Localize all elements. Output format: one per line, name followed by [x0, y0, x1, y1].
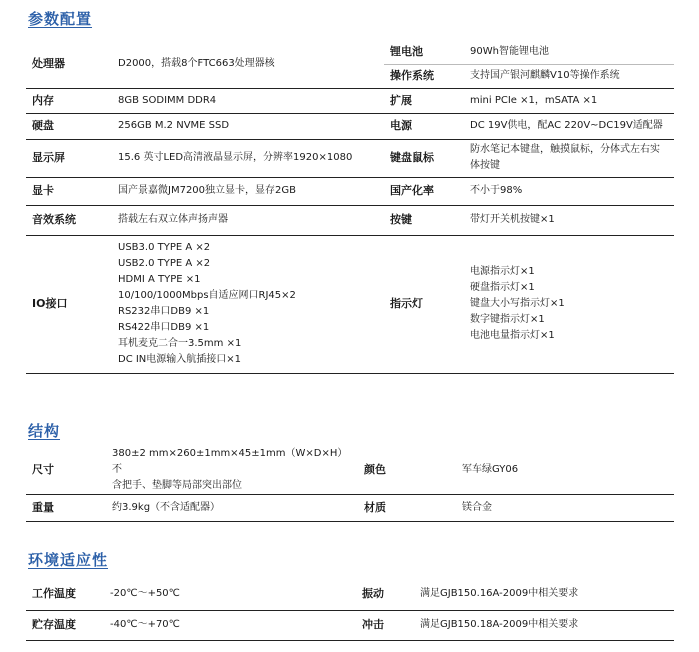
section-title-structure: 结构 — [28, 422, 61, 440]
indicator-item: 键盘大小写指示灯×1 — [470, 298, 565, 309]
os-value: 支持国产银河麒麟V10等操作系统 — [466, 64, 674, 88]
os-label: 操作系统 — [384, 64, 466, 88]
section-title-environment: 环境适应性 — [28, 551, 109, 569]
environment-table — [26, 578, 674, 641]
disk-value: 256GB M.2 NVME SSD — [114, 113, 384, 139]
io-item: HDMI A TYPE ×1 — [118, 274, 201, 285]
io-label: IO接口 — [26, 235, 114, 373]
keyboard-value — [466, 139, 674, 177]
io-item: RS422串口DB9 ×1 — [118, 322, 210, 333]
io-item: RS232串口DB9 ×1 — [118, 306, 210, 317]
io-item: DC IN电源输入航插接口×1 — [118, 354, 242, 365]
cpu-label: 处理器 — [26, 40, 114, 88]
indicator-label: 指示灯 — [384, 235, 466, 373]
gpu-value: 国产景嘉微JM7200独立显卡，显存2GB — [114, 177, 384, 205]
size-label: 尺寸 — [26, 446, 108, 495]
cpu-value: D2000，搭载8个FTC663处理器核 — [114, 40, 384, 88]
expansion-label: 扩展 — [384, 88, 466, 113]
storage-temp-value: -40℃～+70℃ — [106, 610, 356, 640]
spec-table — [26, 40, 674, 374]
keyboard-value-line-1: 防水笔记本键盘，触摸鼠标，分体式左右实 — [470, 144, 660, 155]
vibration-label: 振动 — [356, 578, 416, 610]
storage-temp-label: 贮存温度 — [26, 610, 106, 640]
size-value — [108, 446, 358, 495]
op-temp-label: 工作温度 — [26, 578, 106, 610]
shock-label: 冲击 — [356, 610, 416, 640]
indicator-item: 电源指示灯×1 — [470, 266, 535, 277]
weight-label: 重量 — [26, 495, 108, 522]
keyboard-value-line-2: 体按键 — [470, 160, 500, 171]
memory-value: 8GB SODIMM DDR4 — [114, 88, 384, 113]
disk-label: 硬盘 — [26, 113, 114, 139]
battery-value: 90Wh智能锂电池 — [466, 40, 674, 64]
gpu-label: 显卡 — [26, 177, 114, 205]
size-value-line-2: 含把手、垫脚等局部突出部位 — [112, 480, 242, 491]
memory-label: 内存 — [26, 88, 114, 113]
localization-label: 国产化率 — [384, 177, 466, 205]
keyboard-label: 键盘鼠标 — [384, 139, 466, 177]
display-value: 15.6 英寸LED高清液晶显示屏，分辨率1920×1080 — [114, 139, 384, 177]
color-label: 颜色 — [358, 446, 458, 495]
display-label: 显示屏 — [26, 139, 114, 177]
io-item: 10/100/1000Mbps自适应网口RJ45×2 — [118, 290, 296, 301]
audio-value: 搭载左右双立体声扬声器 — [114, 205, 384, 235]
io-list — [114, 235, 384, 373]
weight-value: 约3.9kg（不含适配器） — [108, 495, 358, 522]
material-label: 材质 — [358, 495, 458, 522]
indicator-list — [466, 235, 674, 373]
expansion-value: mini PCIe ×1，mSATA ×1 — [466, 88, 674, 113]
power-label: 电源 — [384, 113, 466, 139]
section-title-spec: 参数配置 — [28, 10, 93, 28]
audio-label: 音效系统 — [26, 205, 114, 235]
indicator-item: 电池电量指示灯×1 — [470, 330, 555, 341]
io-item: USB3.0 TYPE A ×2 — [118, 242, 211, 253]
io-item: 耳机麦克二合一3.5mm ×1 — [118, 338, 242, 349]
shock-value: 满足GJB150.18A-2009中相关要求 — [416, 610, 674, 640]
power-value: DC 19V供电，配AC 220V~DC19V适配器 — [466, 113, 674, 139]
material-value: 镁合金 — [458, 495, 674, 522]
vibration-value: 满足GJB150.16A-2009中相关要求 — [416, 578, 674, 610]
buttons-value: 带灯开关机按键×1 — [466, 205, 674, 235]
io-item: USB2.0 TYPE A ×2 — [118, 258, 211, 269]
indicator-item: 数字键指示灯×1 — [470, 314, 545, 325]
localization-value: 不小于98% — [466, 177, 674, 205]
op-temp-value: -20℃～+50℃ — [106, 578, 356, 610]
buttons-label: 按键 — [384, 205, 466, 235]
battery-label: 锂电池 — [384, 40, 466, 64]
size-value-line-1: 380±2 mm×260±1mm×45±1mm（W×D×H）不 — [112, 448, 348, 475]
structure-table — [26, 446, 674, 522]
color-value: 军车绿GY06 — [458, 446, 674, 495]
indicator-item: 硬盘指示灯×1 — [470, 282, 535, 293]
